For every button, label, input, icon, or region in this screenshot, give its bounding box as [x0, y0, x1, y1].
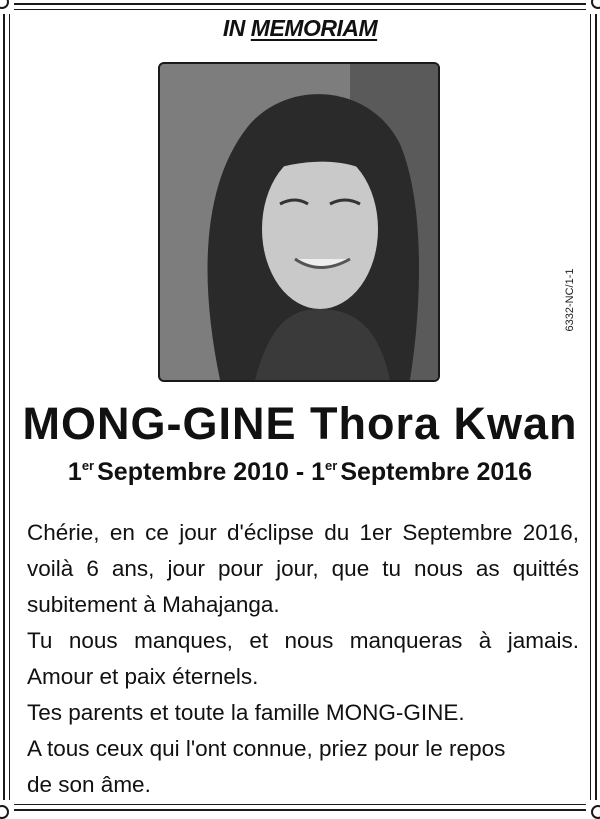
notice-heading [0, 15, 600, 42]
memorial-message [27, 515, 579, 803]
start-date-rest: Septembre 2010 - [97, 458, 312, 486]
deceased-name: MONG-GINE Thora Kwan [22, 398, 578, 449]
end-day: 1 [311, 458, 326, 486]
reference-code: 6332-NC/1-1 [564, 268, 576, 332]
end-date-rest: Septembre 2016 [340, 458, 533, 486]
message-line: voilà 6 ans, jour pour jour, que tu nous as quittés [27, 556, 579, 581]
heading-underlined: MEMORIAM [250, 15, 378, 41]
message-line: subitement à Mahajanga. [27, 592, 280, 617]
start-superscript: er [81, 458, 95, 473]
corner-ornament [2, 800, 14, 812]
portrait-illustration [160, 64, 438, 380]
corner-ornament [2, 2, 14, 14]
message-line: Tu nous manques, et nous manqueras à jamais. [27, 628, 579, 653]
memorial-dates [0, 458, 600, 487]
message-line: A tous ceux qui l'ont connue, priez pour le repos [27, 736, 506, 761]
start-day: 1 [67, 458, 82, 486]
corner-ornament [586, 800, 598, 812]
portrait-photo [158, 62, 440, 382]
corner-ornament [586, 2, 598, 14]
heading-prefix: IN [222, 15, 251, 41]
end-superscript: er [325, 458, 338, 473]
message-line: Amour et paix éternels. [27, 664, 259, 689]
message-line: Tes parents et toute la famille MONG-GINE. [27, 700, 465, 725]
message-line: de son âme. [27, 772, 151, 797]
message-line: Chérie, en ce jour d'éclipse du 1er Septembre 2016, [27, 520, 579, 545]
